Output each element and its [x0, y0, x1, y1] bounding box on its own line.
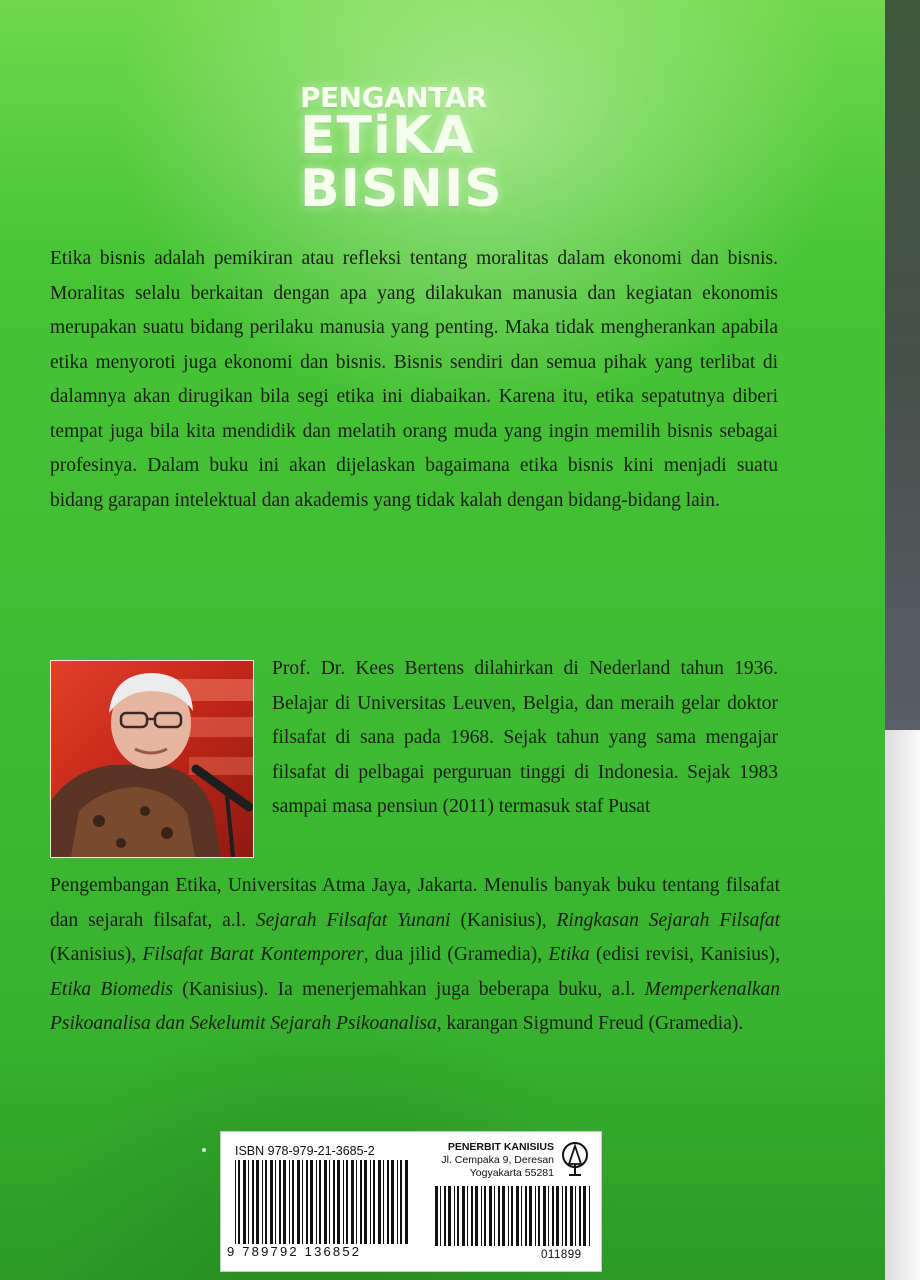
barcode-stripe — [262, 1160, 263, 1244]
barcode-stripe — [333, 1160, 335, 1244]
page-edge — [885, 730, 920, 1280]
barcode-stripe — [471, 1186, 473, 1246]
barcode-stripe — [498, 1186, 500, 1246]
barcode-stripe — [457, 1186, 459, 1246]
barcode-stripe — [310, 1160, 313, 1244]
bio-text-5: (edisi revisi, Kanisius), — [589, 944, 780, 966]
barcode-stripe — [562, 1186, 563, 1246]
barcode-stripe — [279, 1160, 281, 1244]
author-portrait-illustration — [51, 661, 253, 857]
barcode-stripe — [516, 1186, 519, 1246]
barcode-stripe — [400, 1160, 402, 1244]
barcode-stripe — [248, 1160, 249, 1244]
barcode-stripe — [297, 1160, 300, 1244]
barcode-stripe — [502, 1186, 505, 1246]
barcode-stripe — [373, 1160, 375, 1244]
barcode-stripe — [481, 1186, 482, 1246]
price-code: 011899 — [541, 1249, 582, 1261]
barcode-label — [220, 1131, 602, 1272]
book-title-sejarah-filsafat-yunani: Sejarah Filsafat Yunani — [255, 909, 451, 931]
spine-shadow — [885, 0, 920, 730]
title-line-2: ETiKA — [300, 106, 475, 166]
barcode-stripe — [235, 1160, 236, 1244]
barcode-stripe — [346, 1160, 348, 1244]
barcode-stripe — [467, 1186, 468, 1246]
barcode-stripe — [440, 1186, 441, 1246]
bio-text-6: (Kanisius). Ia menerjemahkan juga beberapa buku, a.l. — [173, 978, 645, 1000]
barcode-stripe — [511, 1186, 513, 1246]
barcode-stripe — [494, 1186, 495, 1246]
barcode-stripe — [356, 1160, 357, 1244]
book-title-etika: Etika — [548, 944, 590, 966]
barcode-stripe — [270, 1160, 273, 1244]
blurb-paragraph: Etika bisnis adalah pemikiran atau refleksi tentang moralitas dalam ekonomi dan bisnis. Moralitas selalu berkaitan dengan apa yang dilakukan manusia dan kegiatan ekonomis merupakan suatu bidang perilaku manusia yang penting. Maka tidak mengherankan apabila etika menyoroti juga ekonomi dan bisnis. Bisnis sendiri dan semua pihak yang terlibat di dalamnya akan dirugikan bila segi etika ini diabaikan. Karena itu, etika sepatutnya diberi tempat juga bila kita mendidik dan melatih orang muda yang ingin memilih bisnis sebagai profesinya. Dalam buku ini akan dijelaskan bagaimana etika bisnis kini menjadi suatu bidang garapan intelektual dan akademis yang tidak kalah dengan bidang-bidang lain. — [50, 248, 778, 511]
barcode-stripe — [589, 1186, 590, 1246]
barcode-stripe — [405, 1160, 408, 1244]
barcode-stripe — [525, 1186, 527, 1246]
publisher-info — [429, 1141, 554, 1180]
speck — [202, 1148, 206, 1152]
book-title-ringkasan-sejarah-filsafat: Ringkasan Sejarah Filsafat — [556, 909, 780, 931]
barcode-stripe — [364, 1160, 367, 1244]
barcode-stripe — [543, 1186, 546, 1246]
barcode-stripe — [337, 1160, 340, 1244]
barcode-stripe — [448, 1186, 451, 1246]
barcode-stripe — [302, 1160, 303, 1244]
barcode-stripe — [370, 1160, 371, 1244]
barcode-stripe — [397, 1160, 398, 1244]
barcode-stripe — [529, 1186, 532, 1246]
barcode-stripe — [489, 1186, 492, 1246]
barcode-stripe — [579, 1186, 581, 1246]
barcode-stripe — [556, 1186, 559, 1246]
barcode-stripe — [570, 1186, 573, 1246]
barcode-stripe — [256, 1160, 259, 1244]
author-photo — [50, 660, 254, 858]
barcode-stripe — [378, 1160, 381, 1244]
barcode-stripe — [243, 1160, 246, 1244]
barcode-stripe — [324, 1160, 327, 1244]
isbn-text: ISBN 978-979-21-3685-2 — [235, 1144, 375, 1158]
barcode-stripe — [508, 1186, 509, 1246]
barcode-stripe — [391, 1160, 394, 1244]
barcode-stripe — [289, 1160, 290, 1244]
bio-text-4: , dua jilid (Gramedia), — [363, 944, 549, 966]
barcode-stripe — [548, 1186, 549, 1246]
barcode-stripe — [435, 1186, 438, 1246]
barcode-stripe — [383, 1160, 384, 1244]
barcode-stripe — [454, 1186, 455, 1246]
publisher-name: PENERBIT KANISIUS — [447, 1141, 554, 1153]
book-title-psikoanalisa: Memperkenalkan Psikoanalisa dan Sekelumit Sejarah Psikoanalisa — [50, 978, 781, 1035]
barcode-stripe — [565, 1186, 567, 1246]
barcode-stripe — [351, 1160, 354, 1244]
barcode-stripe — [265, 1160, 267, 1244]
publisher-address-line-2: Yogyakarta 55281 — [469, 1167, 554, 1179]
barcode-stripe — [521, 1186, 522, 1246]
bio-text-3: (Kanisius), — [50, 944, 143, 966]
barcode-stripe — [387, 1160, 389, 1244]
barcode-stripe — [462, 1186, 465, 1246]
price-barcode — [433, 1186, 593, 1246]
barcode-stripe — [238, 1160, 240, 1244]
title-line-1: PENGANTAR — [300, 81, 487, 114]
barcode-stripe — [444, 1186, 446, 1246]
book-title-etika-biomedis: Etika Biomedis — [50, 978, 174, 1000]
barcode-stripe — [360, 1160, 362, 1244]
book-title — [300, 81, 530, 219]
bio-text-1: Pengembangan Etika, Universitas Atma Jaya, Jakarta. Menulis banyak buku tentang filsafat dan sejarah filsafat, a.l. — [50, 875, 780, 931]
title-line-3: BISNIS — [300, 159, 503, 219]
barcode-stripe — [484, 1186, 486, 1246]
barcode-stripe — [283, 1160, 286, 1244]
barcode-stripe — [292, 1160, 294, 1244]
barcode-stripe — [319, 1160, 321, 1244]
barcode-stripe — [275, 1160, 276, 1244]
barcode-stripe — [343, 1160, 344, 1244]
author-bio-beside-photo: Prof. Dr. Kees Bertens dilahirkan di Nederland tahun 1936. Belajar di Universitas Leuven, Belgia, dan meraih gelar doktor filsafat di sana pada 1968. Sejak tahun yang sama mengajar filsafat di pelbagai perguruan tinggi di Indonesia. Sejak 1983 sampai masa pensiun (2011) termasuk staf Pusat — [272, 658, 778, 818]
isbn-barcode — [233, 1160, 413, 1244]
barcode-stripe — [329, 1160, 330, 1244]
barcode-stripe — [252, 1160, 254, 1244]
barcode-stripe — [583, 1186, 586, 1246]
barcode-stripe — [306, 1160, 308, 1244]
bio-text-2: (Kanisius), — [450, 909, 557, 931]
barcode-stripe — [475, 1186, 478, 1246]
book-title-filsafat-barat-kontemporer: Filsafat Barat Kontemporer — [142, 944, 364, 966]
barcode-stripe — [316, 1160, 317, 1244]
author-bio-continued — [50, 869, 780, 1042]
bio-text-7: , karangan Sigmund Freud (Gramedia). — [436, 1013, 744, 1035]
barcode-stripe — [535, 1186, 536, 1246]
barcode-stripe — [552, 1186, 554, 1246]
barcode-stripe — [575, 1186, 576, 1246]
barcode-stripe — [538, 1186, 540, 1246]
publisher-address-line-1: Jl. Cempaka 9, Deresan — [441, 1154, 554, 1166]
kanisius-logo-icon — [560, 1140, 590, 1178]
ean-digits: 9 789792 136852 — [227, 1244, 362, 1259]
